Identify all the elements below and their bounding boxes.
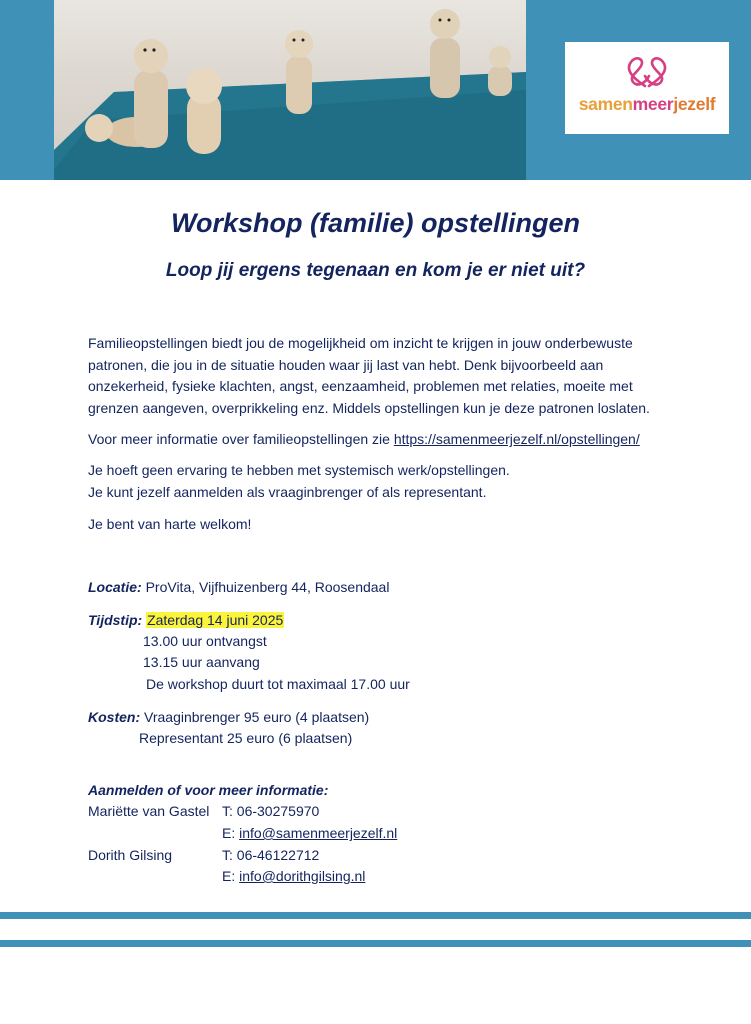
time-row <box>88 610 284 631</box>
time-line-reception: 13.00 uur ontvangst <box>143 633 267 649</box>
contact-email-1 <box>222 823 397 844</box>
contact-email-2 <box>222 866 365 887</box>
cost-line-asker: Vraaginbrenger 95 euro (4 plaatsen) <box>144 709 370 725</box>
contact-phone-2 <box>222 845 319 866</box>
logo[interactable] <box>565 42 729 134</box>
location-value: ProVita, Vijfhuizenberg 44, Roosendaal <box>145 579 390 595</box>
email-link[interactable]: info@samenmeerjezelf.nl <box>239 825 398 841</box>
time-line-duration: De workshop duurt tot maximaal 17.00 uur <box>146 676 410 692</box>
phone-prefix: T: <box>222 803 237 819</box>
info-text: Voor meer informatie over familieopstellingen zie <box>88 431 394 447</box>
footer-stripe-top <box>0 912 751 919</box>
event-date: Zaterdag 14 juni 2025 <box>147 612 284 628</box>
experience-line-2: Je kunt jezelf aanmelden als vraaginbrenger of als representant. <box>88 483 487 500</box>
email-prefix: E: <box>222 868 240 884</box>
logo-wordmark <box>565 94 729 115</box>
phone-prefix: T: <box>222 847 237 863</box>
intro-paragraph: Familieopstellingen biedt jou de mogelijkheid om inzicht te krijgen in jouw onderbewuste patronen, die jou in de situatie houden waar jij last van hebt. Denk bijvoorbeeld aan onzekerheid, fysieke klachten, angst, eenzaamheid, problemen met relaties, moeite met grenzen aangeven, overprikkeling enz. Middels opstellingen kun je deze patronen loslaten. <box>88 335 650 416</box>
footer-stripe-bottom <box>0 940 751 947</box>
welcome-paragraph: Je bent van harte welkom! <box>88 516 252 532</box>
time-label: Tijdstip: <box>88 612 143 628</box>
logo-word-meer: meer <box>632 94 674 114</box>
double-ampersand-logo-icon <box>623 52 671 90</box>
wooden-peg-dolls-photo <box>54 0 526 180</box>
experience-line-1: Je hoeft geen ervaring te hebben met systemisch werk/opstellingen. <box>88 462 510 478</box>
contact-name-2: Dorith Gilsing <box>88 847 173 863</box>
contact-heading: Aanmelden of voor meer informatie: <box>88 782 329 798</box>
cost-row <box>88 707 369 728</box>
location-row <box>88 577 389 598</box>
contact-phone-1 <box>222 801 319 822</box>
info-paragraph <box>88 429 688 451</box>
opstellingen-link[interactable]: https://samenmeerjezelf.nl/opstellingen/ <box>393 431 640 447</box>
time-line-start: 13.15 uur aanvang <box>143 654 260 670</box>
contact-name-1: Mariëtte van Gastel <box>88 803 210 819</box>
logo-word-jezelf: jezelf <box>673 94 716 114</box>
location-label: Locatie: <box>88 579 142 595</box>
phone-number[interactable]: 06-30275970 <box>236 803 320 819</box>
experience-paragraph <box>88 460 688 503</box>
email-link[interactable]: info@dorithgilsing.nl <box>239 868 366 884</box>
logo-word-samen: samen <box>578 94 633 114</box>
cost-line-representative: Representant 25 euro (6 plaatsen) <box>139 730 353 746</box>
email-prefix: E: <box>222 825 240 841</box>
cost-label: Kosten: <box>88 709 141 725</box>
page-subtitle: Loop jij ergens tegenaan en kom je er niet uit? <box>165 260 586 281</box>
page-title: Workshop (familie) opstellingen <box>170 208 581 238</box>
phone-number[interactable]: 06-46122712 <box>236 847 320 863</box>
